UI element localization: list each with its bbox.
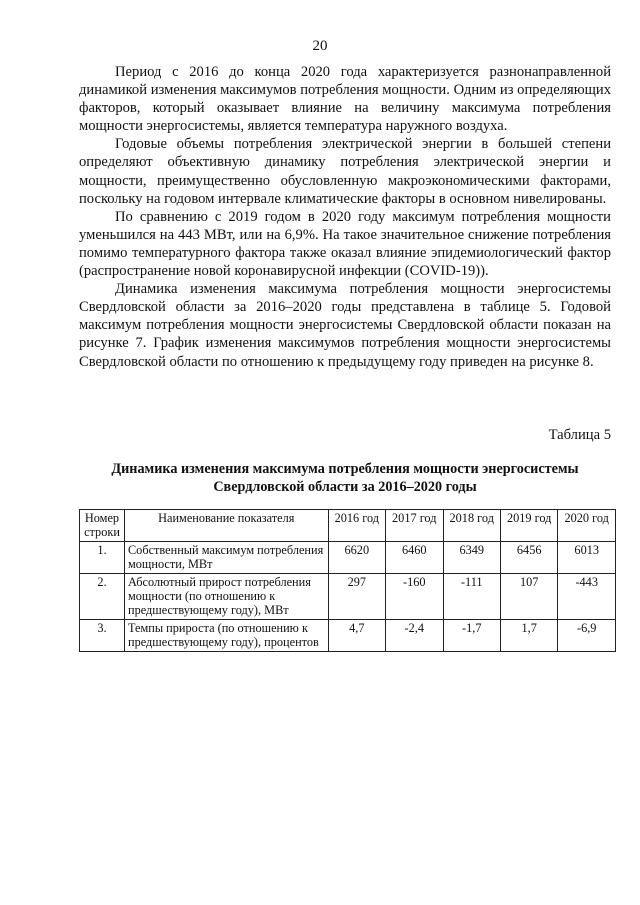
header-year-2016: 2016 год — [328, 510, 385, 542]
value-2016: 6620 — [328, 542, 385, 574]
value-2018: -1,7 — [443, 620, 500, 652]
table-row — [80, 542, 616, 574]
table-title: Динамика изменения максимума потребления мощности энергосистемы Свердловской области за 2016–2020 годы — [111, 461, 579, 495]
paragraph: По сравнению с 2019 годом в 2020 году максимум потребления мощности уменьшился на 443 МВт, или на 6,9%. На такое значительное снижение потребления помимо температурного фактора также оказал влияние эпидемиологический фактор (распространение новой коронавирусной инфекции (COVID-19)). — [79, 208, 611, 280]
row-number: 1. — [80, 542, 125, 574]
table-row — [80, 620, 616, 652]
row-number: 3. — [80, 620, 125, 652]
value-2019: 107 — [500, 574, 557, 620]
value-2016: 4,7 — [328, 620, 385, 652]
value-2020: 6013 — [558, 542, 616, 574]
header-indicator-name: Наименование показателя — [124, 510, 328, 542]
header-year-2020: 2020 год — [558, 510, 616, 542]
value-2018: -111 — [443, 574, 500, 620]
header-year-2017: 2017 год — [386, 510, 443, 542]
table-row — [80, 574, 616, 620]
indicator-name: Собственный максимум потребления мощности, МВт — [124, 542, 328, 574]
value-2017: -160 — [386, 574, 443, 620]
paragraph: Годовые объемы потребления электрической энергии в большей степени определяют объективную динамику потребления электрической энергии и мощности, преимущественно обусловленную макроэкономическими факторами, поскольку на годовом интервале климатические факторы в основном нивелированы. — [79, 136, 611, 207]
row-number: 2. — [80, 574, 125, 620]
value-2019: 1,7 — [500, 620, 557, 652]
data-table — [79, 509, 616, 652]
header-row-number: Номер строки — [80, 510, 125, 542]
value-2017: -2,4 — [386, 620, 443, 652]
indicator-name: Абсолютный прирост потребления мощности (по отношению к предшествующему году), МВт — [124, 574, 328, 620]
table-header-row — [80, 510, 616, 542]
paragraph: Динамика изменения максимума потребления мощности энергосистемы Свердловской области за 2016–2020 годы представлена в таблице 5. Годовой максимум потребления мощности энергосистемы Свердловской области показан на рисунке 7. График изменения максимумов потребления мощности энергосистемы Свердловской области по отношению к предыдущему году приведен на рисунке 8. — [79, 281, 611, 370]
value-2019: 6456 — [500, 542, 557, 574]
value-2020: -6,9 — [558, 620, 616, 652]
value-2017: 6460 — [386, 542, 443, 574]
page-number: 20 — [312, 38, 328, 54]
value-2016: 297 — [328, 574, 385, 620]
value-2020: -443 — [558, 574, 616, 620]
header-year-2019: 2019 год — [500, 510, 557, 542]
body-text — [79, 63, 611, 371]
header-year-2018: 2018 год — [443, 510, 500, 542]
value-2018: 6349 — [443, 542, 500, 574]
paragraph: Период с 2016 до конца 2020 года характеризуется разнонаправленной динамикой изменения максимумов потребления мощности. Одним из определяющих факторов, который оказывает влияние на величину максимума потребления мощности энергосистемы, является температура наружного воздуха. — [79, 64, 611, 135]
table-label: Таблица 5 — [548, 427, 611, 443]
indicator-name: Темпы прироста (по отношению к предшествующему году), процентов — [124, 620, 328, 652]
